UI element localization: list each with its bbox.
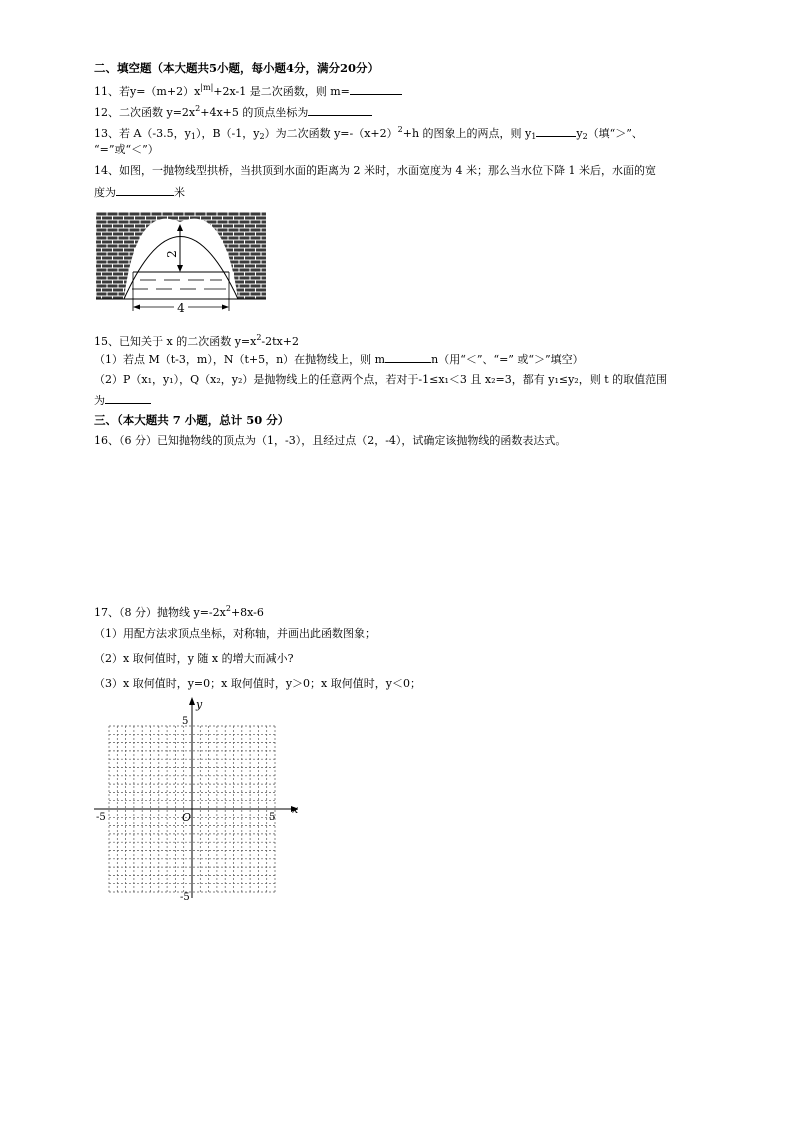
question-17-part2: （2）x 取何值时，y 随 x 的增大而减小? (94, 652, 294, 665)
arch-bridge-figure (96, 212, 266, 316)
width-label: 4 (177, 301, 185, 315)
question-17: 17、（8 分）抛物线 $y=-2x^2+8x-6$ (94, 604, 264, 619)
x-axis-label: x (292, 803, 298, 816)
section2-heading: 二、填空题（本大题共5小题，每小题4分，满分20分） (94, 61, 380, 75)
section3-heading: 三、（本大题共 7 小题，总计 50 分） (94, 413, 290, 427)
origin-label: O (182, 811, 192, 824)
coordinate-grid[interactable] (92, 697, 298, 903)
x-max-tick-label: 5 (269, 812, 276, 823)
question-13-line2: “=”或“＜”） (94, 143, 159, 156)
y-axis-label: y (196, 698, 203, 711)
question-15: 15、已知关于 x 的二次函数 $y=x^2-2tx+2$ (94, 333, 299, 348)
question-15-part2-line2: 为 (94, 392, 151, 409)
x-min-tick-label: -5 (96, 812, 106, 823)
y-axis-arrow (189, 697, 195, 705)
y-min-tick-label: -5 (180, 892, 190, 903)
question-15-part1: （1）若点 M（t-3，m），N（t+5，n）在抛物线上，则 m n（用“＜”、“=” 或“＞”填空） (94, 353, 584, 366)
question-16: 16、（6 分）已知抛物线的顶点为（1，-3），且经过点（2，-4），试确定该抛物线的函数表达式。 (94, 434, 567, 447)
question-11: 11、若$y=(m+2)x^{|m|}+2x-1$ 是二次函数，则 m= (94, 80, 402, 100)
question-17-part3: （3）x 取何值时，y=0；x 取何值时，y＞0；x 取何值时，y＜0； (94, 677, 421, 690)
answer-blank[interactable] (308, 104, 372, 116)
height-label: 2 (165, 250, 179, 258)
y-max-tick-label: 5 (182, 716, 189, 727)
question-14-line2: 度为 米 (94, 186, 185, 199)
question-14: 14、如图，一抛物线型拱桥，当拱顶到水面的距离为 2 米时，水面宽度为 4 米；那么当水位下降 1 米后，水面的宽 (94, 164, 656, 177)
answer-blank[interactable] (385, 351, 431, 363)
question-17-part1: （1）用配方法求顶点坐标，对称轴，并画出此函数图象； (94, 627, 376, 640)
question-13: 13、若 A（-3.5，$y_1$），B（-1，$y_2$）为二次函数 $y=-(x+2)^2+h$ 的图象上的两点，则 $y_1$ $y_2$（填“＞”、 (94, 125, 643, 141)
question-12: 12、二次函数 $y=2x^2+4x+5$ 的顶点坐标为 (94, 101, 372, 121)
answer-blank[interactable] (116, 184, 174, 196)
question-15-part2: （2）P（x₁，y₁），Q（x₂，y₂）是抛物线上的任意两个点，若对于-1≤x₁＜3 且 x₂=3，都有 y₁≤y₂，则 t 的取值范围 (94, 373, 668, 386)
answer-blank[interactable] (536, 125, 576, 137)
answer-blank[interactable] (350, 83, 402, 95)
answer-blank[interactable] (105, 392, 151, 404)
